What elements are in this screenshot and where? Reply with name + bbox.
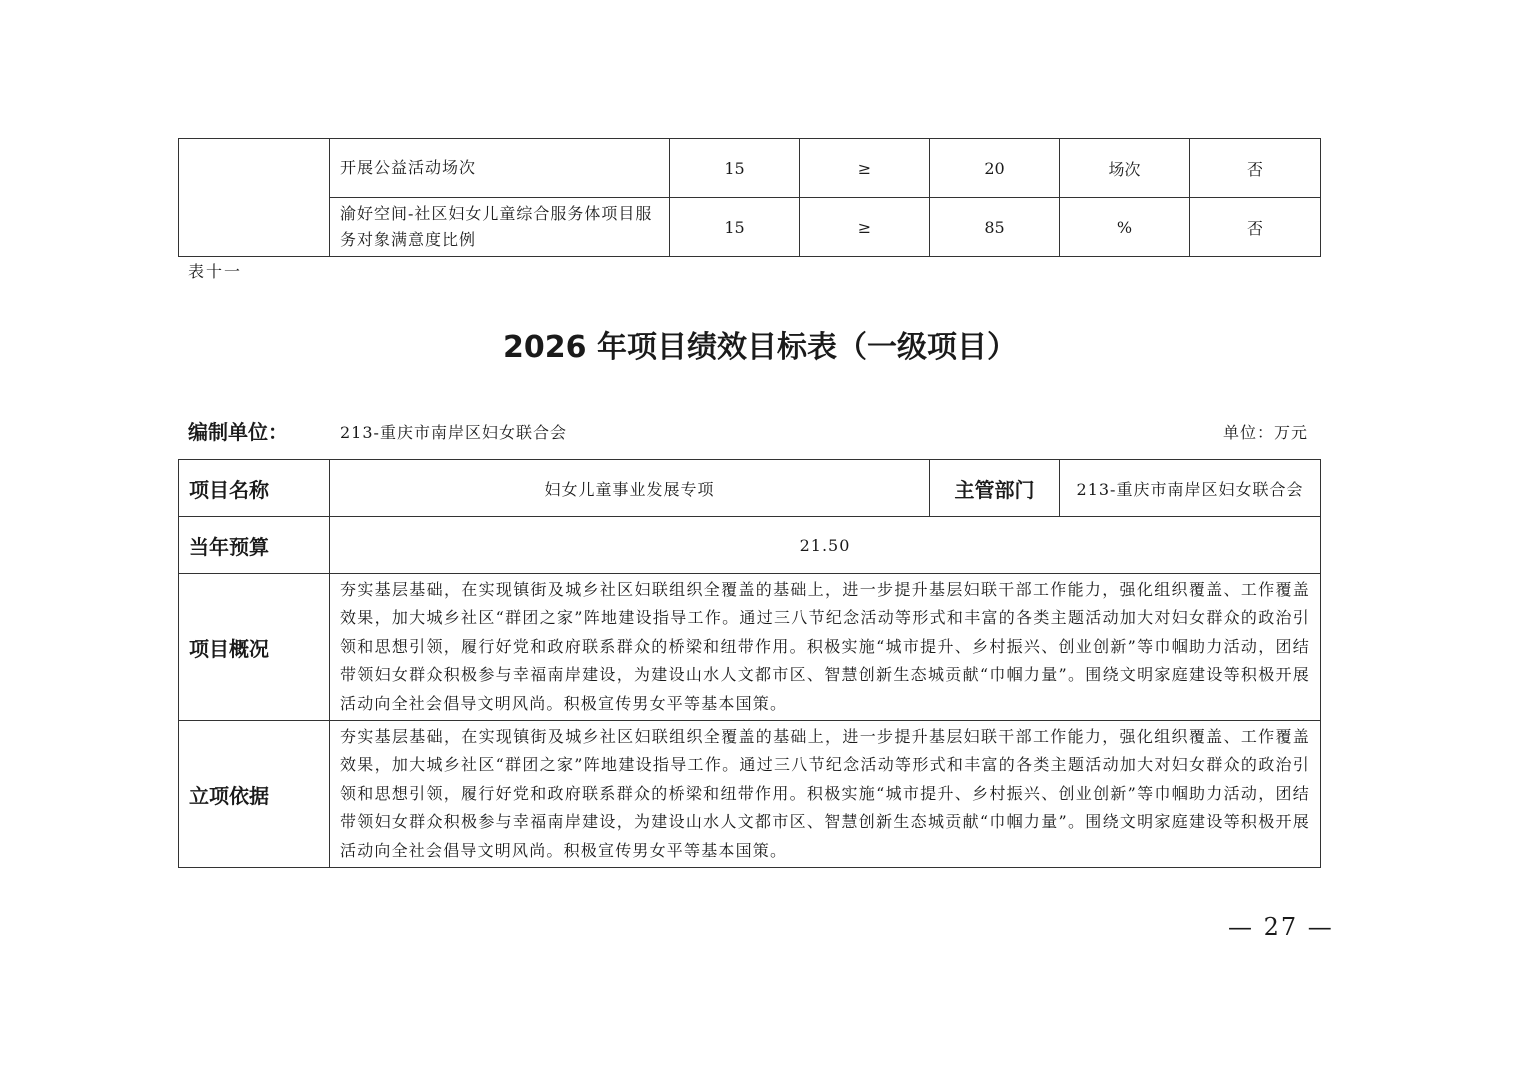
table-row xyxy=(179,721,1321,868)
indicator-unit: % xyxy=(1060,198,1190,257)
overview-text: 夯实基层基础，在实现镇街及城乡社区妇联组织全覆盖的基础上，进一步提升基层妇联干部工作能力，强化组织覆盖、工作覆盖效果，加大城乡社区“群团之家”阵地建设指导工作。通过三八节纪念活动等形式和丰富的各类主题活动加大对妇女群众的政治引领和思想引领，履行好党和政府联系群众的桥梁和纽带作用。积极实施“城市提升、乡村振兴、创业创新”等巾帼助力活动，团结带领妇女群众积极参与幸福南岸建设，为建设山水人文都市区、智慧创新生态城贡献“巾帼力量”。围绕文明家庭建设等积极开展活动向全社会倡导文明风尚。积极宣传男女平等基本国策。 xyxy=(330,574,1321,721)
overview-label: 项目概况 xyxy=(179,574,330,721)
table-row xyxy=(179,574,1321,721)
indicator-unit: 场次 xyxy=(1060,139,1190,198)
indicator-target: 20 xyxy=(930,139,1060,198)
project-name-value: 妇女儿童事业发展专项 xyxy=(330,460,930,517)
indicator-operator: ≥ xyxy=(800,139,930,198)
basis-label: 立项依据 xyxy=(179,721,330,868)
indicator-core: 否 xyxy=(1190,139,1321,198)
indicator-continuation-table xyxy=(178,138,1321,257)
table-row xyxy=(179,460,1321,517)
indicator-name: 渝好空间-社区妇女儿童综合服务体项目服务对象满意度比例 xyxy=(330,198,670,257)
budget-label: 当年预算 xyxy=(179,517,330,574)
indicator-name: 开展公益活动场次 xyxy=(330,139,670,198)
table-number-label: 表十一 xyxy=(188,262,243,281)
page-title: 2026 年项目绩效目标表（一级项目） xyxy=(503,330,1017,365)
indicator-weight: 15 xyxy=(670,198,800,257)
dept-value: 213-重庆市南岸区妇女联合会 xyxy=(1060,460,1321,517)
project-name-label: 项目名称 xyxy=(179,460,330,517)
dept-label: 主管部门 xyxy=(930,460,1060,517)
org-value: 213-重庆市南岸区妇女联合会 xyxy=(340,423,567,442)
page-number: — 27 — xyxy=(1228,913,1334,941)
indicator-core: 否 xyxy=(1190,198,1321,257)
currency-unit-label: 单位：万元 xyxy=(1222,423,1308,442)
empty-category-cell xyxy=(179,139,330,257)
org-label: 编制单位： xyxy=(188,420,288,444)
indicator-target: 85 xyxy=(930,198,1060,257)
indicator-operator: ≥ xyxy=(800,198,930,257)
table-row xyxy=(179,198,1321,257)
project-goal-table xyxy=(178,459,1321,868)
indicator-weight: 15 xyxy=(670,139,800,198)
table-row xyxy=(179,139,1321,198)
basis-text: 夯实基层基础，在实现镇街及城乡社区妇联组织全覆盖的基础上，进一步提升基层妇联干部工作能力，强化组织覆盖、工作覆盖效果，加大城乡社区“群团之家”阵地建设指导工作。通过三八节纪念活动等形式和丰富的各类主题活动加大对妇女群众的政治引领和思想引领，履行好党和政府联系群众的桥梁和纽带作用。积极实施“城市提升、乡村振兴、创业创新”等巾帼助力活动，团结带领妇女群众积极参与幸福南岸建设，为建设山水人文都市区、智慧创新生态城贡献“巾帼力量”。围绕文明家庭建设等积极开展活动向全社会倡导文明风尚。积极宣传男女平等基本国策。 xyxy=(330,721,1321,868)
budget-value: 21.50 xyxy=(330,517,1321,574)
table-row xyxy=(179,517,1321,574)
